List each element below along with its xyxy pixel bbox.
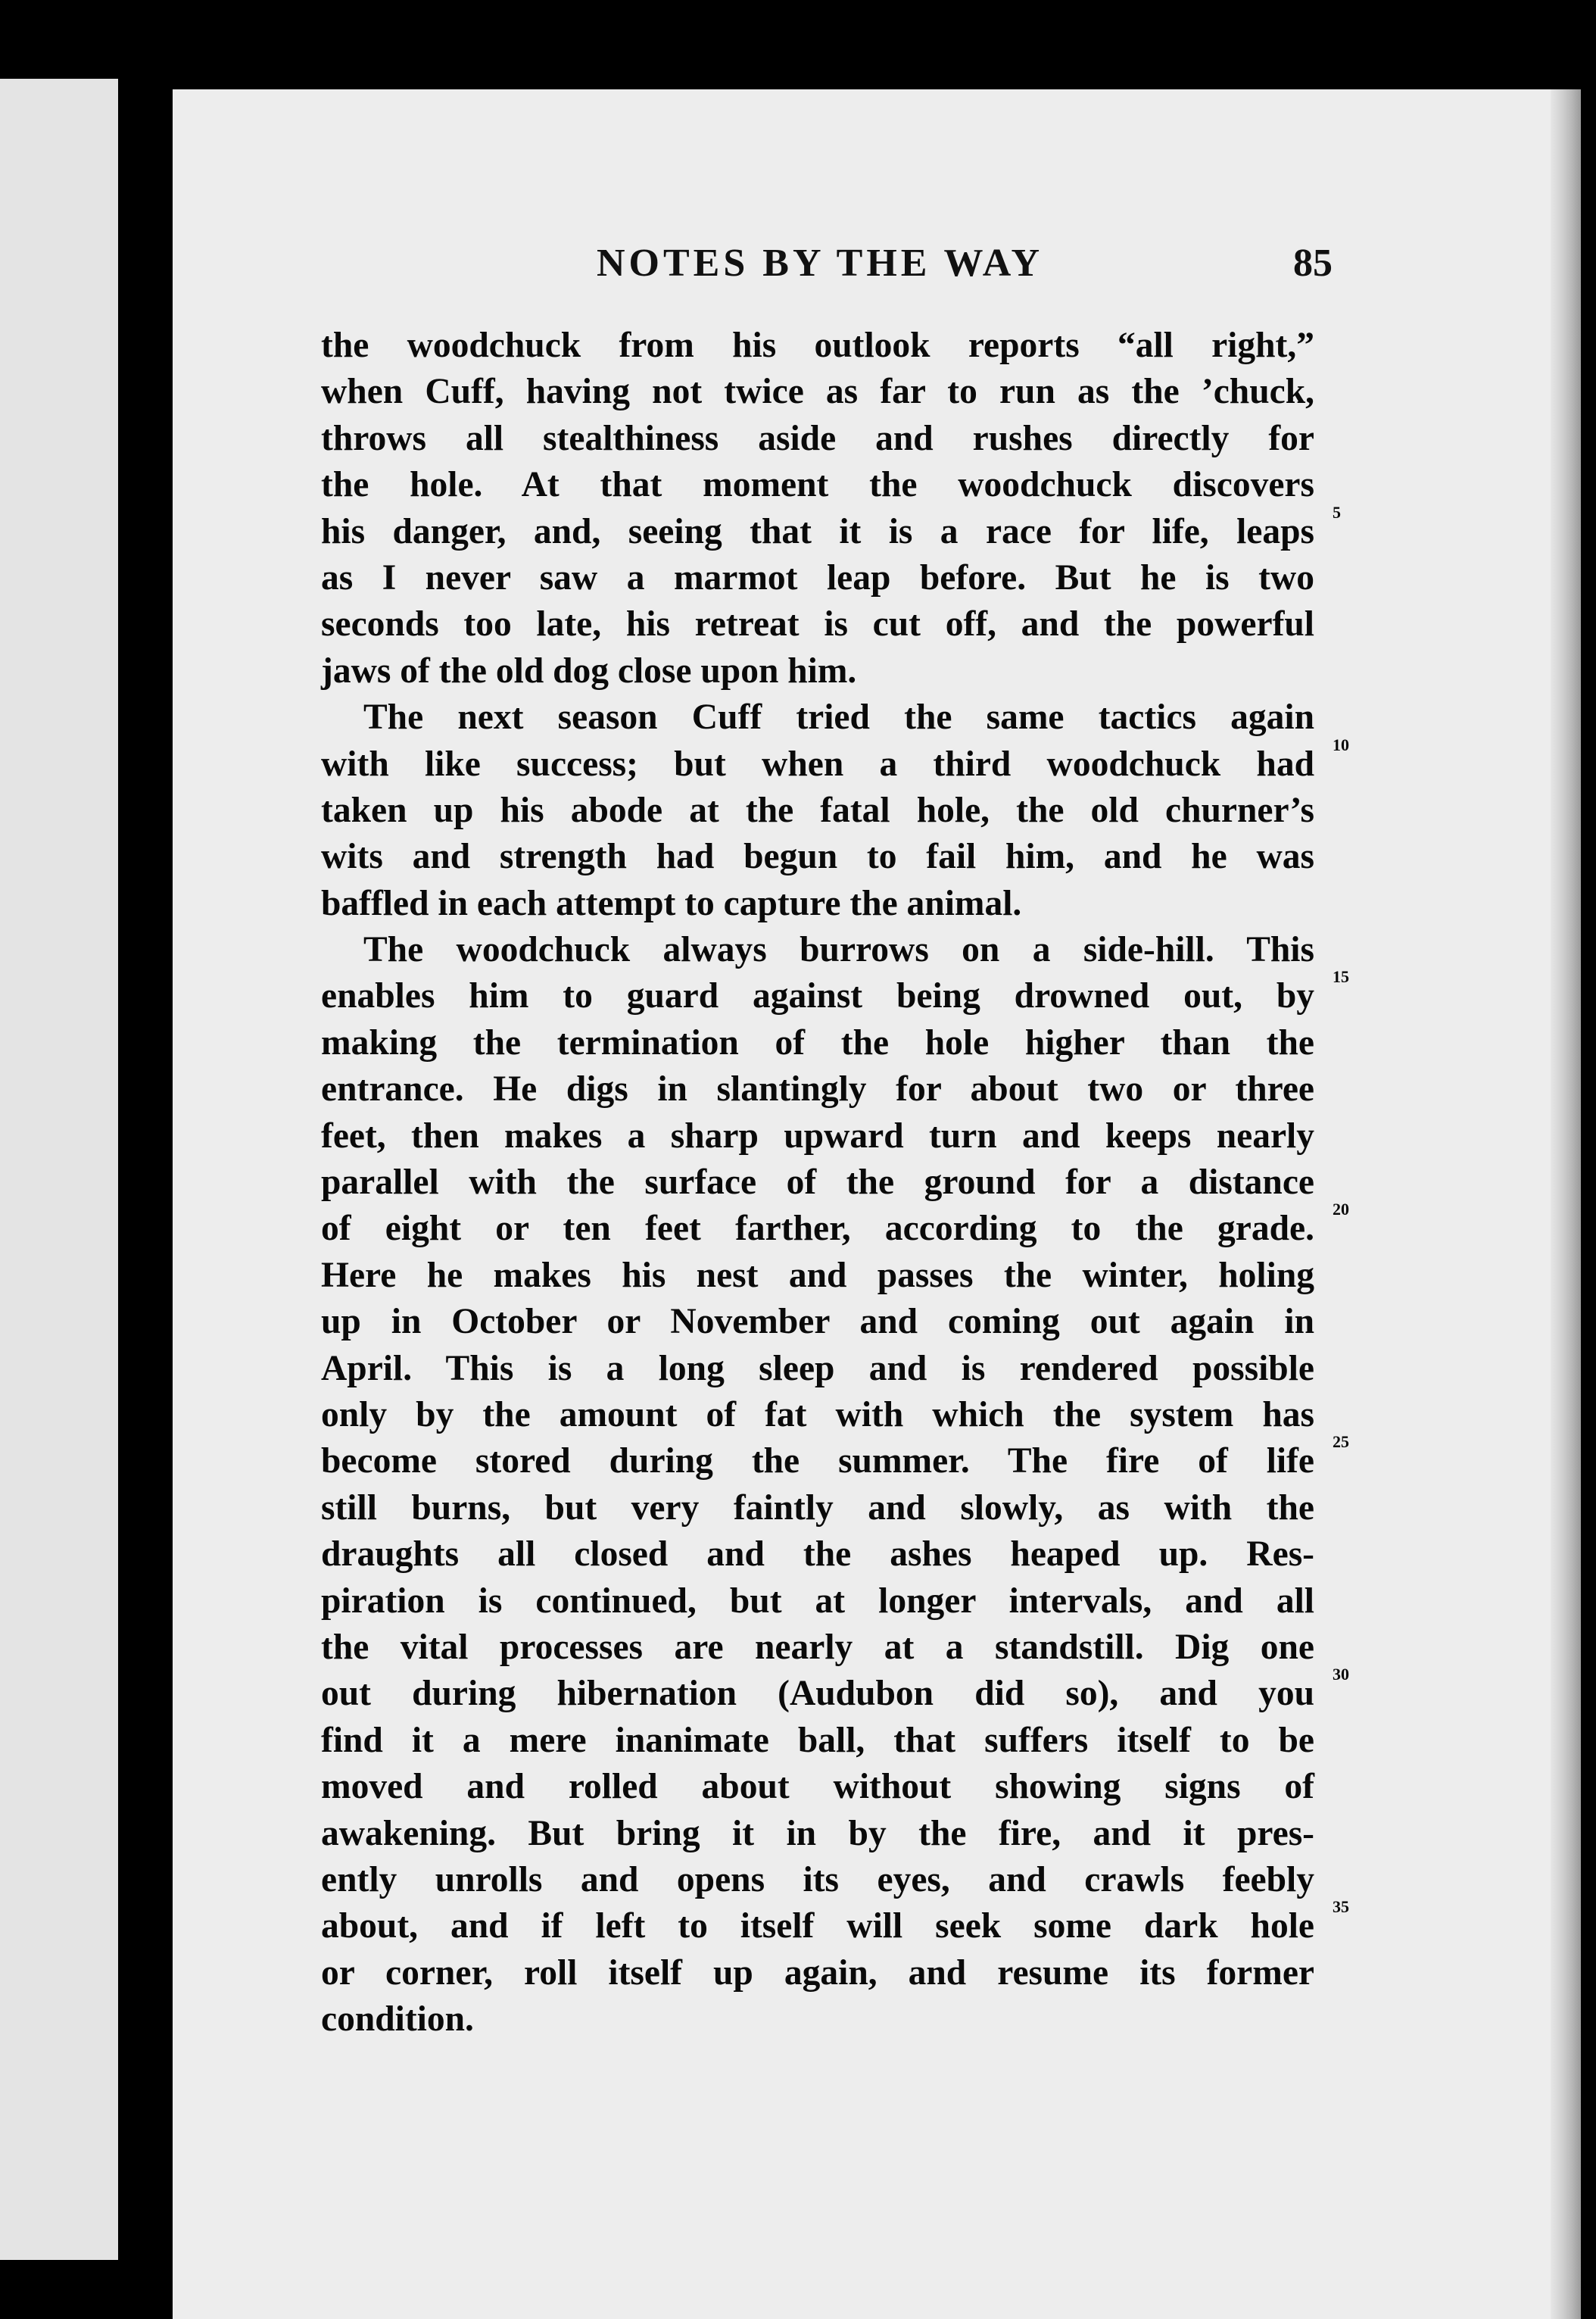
text-line-content: making the termination of the hole higher than the — [321, 1022, 1314, 1063]
text-line — [321, 1066, 1596, 1113]
text-line-content: feet, then makes a sharp upward turn and keeps nearly — [321, 1116, 1314, 1156]
text-line-content: jaws of the old dog close upon him. — [321, 651, 857, 691]
text-line-content: the vital processes are nearly at a standstill. Dig one — [321, 1627, 1314, 1667]
text-line — [321, 1811, 1596, 1857]
text-line-content: still burns, but very faintly and slowly, as with the — [321, 1487, 1314, 1528]
text-line-content: seconds too late, his retreat is cut off, and the powerful — [321, 604, 1314, 645]
text-line — [321, 1897, 1596, 1949]
text-line — [321, 1857, 1596, 1903]
text-line-content: moved and rolled about without showing signs of — [321, 1767, 1314, 1807]
text-line — [321, 1346, 1596, 1392]
text-line-content: about, and if left to itself will seek some dark hole — [321, 1906, 1314, 1946]
body-text — [321, 323, 1596, 2043]
text-line — [321, 1996, 1596, 2043]
text-line — [321, 323, 1596, 369]
facing-page-edge — [0, 79, 118, 2260]
text-line-content: condition. — [321, 1999, 474, 2040]
text-line — [321, 694, 1596, 741]
text-line-content: of eight or ten feet farther, according to the grade. — [321, 1209, 1314, 1249]
text-line — [321, 416, 1596, 462]
text-line-content: The next season Cuff tried the same tactics again — [363, 698, 1314, 738]
text-line — [321, 502, 1596, 555]
text-line — [321, 1392, 1596, 1438]
text-line-content: draughts all closed and the ashes heaped up. Res- — [321, 1534, 1314, 1575]
text-line-content: Here he makes his nest and passes the winter, holing — [321, 1255, 1314, 1295]
text-line-content: become stored during the summer. The fire of life — [321, 1441, 1314, 1481]
line-number: 25 — [1333, 1432, 1349, 1452]
text-line — [321, 788, 1596, 834]
text-line-content: the hole. At that moment the woodchuck discovers — [321, 465, 1314, 505]
text-line-content: baffled in each attempt to capture the animal. — [321, 883, 1022, 923]
text-line-content: parallel with the surface of the ground for a distance — [321, 1163, 1314, 1203]
text-line-content: April. This is a long sleep and is rendered possible — [321, 1348, 1314, 1388]
text-line — [321, 648, 1596, 694]
text-line — [321, 735, 1596, 788]
text-line-content: taken up his abode at the fatal hole, the old churner’s — [321, 790, 1314, 830]
text-line-content: throws all stealthiness aside and rushes directly for — [321, 418, 1314, 458]
text-line-content: wits and strength had begun to fail him, and he was — [321, 837, 1314, 877]
text-line — [321, 369, 1596, 415]
text-line-content: his danger, and, seeing that it is a race for life, leaps — [321, 511, 1314, 551]
line-number: 35 — [1333, 1897, 1349, 1917]
line-number: 5 — [1333, 502, 1341, 522]
text-line — [321, 1200, 1596, 1252]
text-line — [321, 1625, 1596, 1671]
text-line-content: as I never saw a marmot leap before. But he is two — [321, 557, 1314, 598]
text-line-content: or corner, roll itself up again, and resume its former — [321, 1952, 1314, 1993]
running-title: NOTES BY THE WAY — [597, 242, 1044, 285]
text-line-content: ently unrolls and opens its eyes, and crawls feebly — [321, 1859, 1314, 1899]
line-number: 20 — [1333, 1200, 1349, 1219]
running-head — [173, 241, 1581, 301]
text-line — [321, 1718, 1596, 1764]
text-line-content: enables him to guard against being drowned out, by — [321, 976, 1314, 1016]
text-line — [321, 834, 1596, 880]
text-line — [321, 1160, 1596, 1206]
text-line — [321, 1665, 1596, 1717]
text-line — [321, 1485, 1596, 1531]
text-line — [321, 1950, 1596, 1996]
text-line-content: up in October or November and coming out again in — [321, 1302, 1314, 1342]
text-line — [321, 601, 1596, 648]
text-line-content: when Cuff, having not twice as far to run as the ’chuck, — [321, 372, 1314, 412]
text-line — [321, 555, 1596, 601]
text-line — [321, 1531, 1596, 1578]
text-line — [321, 1020, 1596, 1066]
line-number: 10 — [1333, 735, 1349, 754]
text-line-content: the woodchuck from his outlook reports “all right,” — [321, 326, 1314, 365]
line-number: 30 — [1333, 1665, 1349, 1684]
text-line-content: piration is continued, but at longer intervals, and all — [321, 1581, 1314, 1621]
text-line — [321, 967, 1596, 1019]
text-line — [321, 1299, 1596, 1345]
text-line — [321, 1578, 1596, 1625]
text-line — [321, 927, 1596, 973]
line-number: 15 — [1333, 967, 1349, 987]
text-line-content: awakening. But bring it in by the fire, and it pres- — [321, 1813, 1314, 1853]
text-line-content: The woodchuck always burrows on a side-hill. This — [363, 930, 1314, 970]
text-line — [321, 462, 1596, 508]
text-line — [321, 881, 1596, 927]
book-page — [173, 89, 1581, 2319]
text-line — [321, 1432, 1596, 1484]
text-line-content: out during hibernation (Audubon did so), and you — [321, 1674, 1314, 1714]
text-line-content: entrance. He digs in slantingly for about two or three — [321, 1069, 1314, 1110]
text-line-content: only by the amount of fat with which the system has — [321, 1394, 1314, 1434]
text-line-content: with like success; but when a third woodchuck had — [321, 744, 1314, 784]
text-line — [321, 1253, 1596, 1299]
page-number: 85 — [1293, 242, 1333, 285]
text-line — [321, 1113, 1596, 1160]
text-line-content: find it a mere inanimate ball, that suffers itself to be — [321, 1720, 1314, 1760]
text-line — [321, 1764, 1596, 1810]
